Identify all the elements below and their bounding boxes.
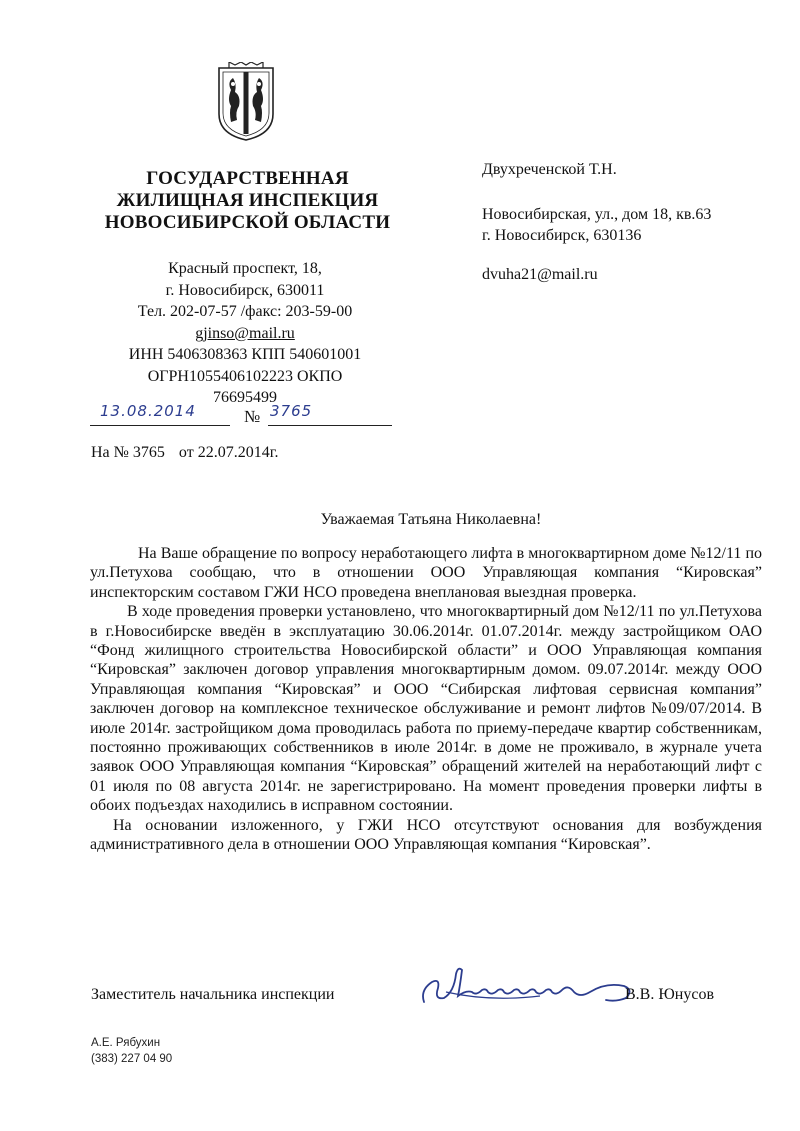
- sender-ogrn-okpo: ОГРН1055406102223 ОКПО: [147, 367, 343, 385]
- sender-city: г. Новосибирск, 630011: [165, 281, 325, 299]
- sender-street: Красный проспект, 18,: [168, 260, 322, 277]
- recipient-name: Двухреченской Т.Н.: [482, 161, 617, 178]
- letter-body: [90, 544, 762, 855]
- registration-date: 13.08.2014: [100, 402, 196, 420]
- recipient-city: г. Новосибирск, 630136: [482, 227, 642, 244]
- registration-number-label: №: [244, 407, 261, 426]
- salutation: Уважаемая Татьяна Николаевна!: [320, 511, 542, 528]
- registration-number: 3765: [270, 402, 313, 420]
- sender-inn-kpp: ИНН 5406308363 КПП 540601001: [128, 346, 362, 363]
- signatory-title: Заместитель начальника инспекции: [91, 986, 335, 1003]
- reference-line: [91, 444, 278, 462]
- recipient-address: [482, 204, 711, 246]
- registration-date-underline: [90, 425, 230, 426]
- signatory-name: В.В. Юнусов: [625, 986, 715, 1003]
- org-line-3: НОВОСИБИРСКОЙ ОБЛАСТИ: [104, 212, 391, 233]
- reference-date: от 22.07.2014г.: [178, 444, 279, 461]
- recipient-email[interactable]: dvuha21@mail.ru: [482, 266, 598, 283]
- registration-number-underline: [268, 425, 392, 426]
- paragraph-2: В ходе проведения проверки установлено, что многоквартирный дом №12/11 по ул.Петухова в г.Новосибирске введён в эксплуатацию 30.06.2014г. 01.07.2014г. между застройщиком ОАО “Фонд жилищного строительства Новосибирской области” и ООО Управляющая компания “Кировская” заключен договор управления многоквартирным домом. 09.07.2014г. между ООО Управляющая компания “Кировская” и ООО “Сибирская лифтовая сервисная компания” заключен договор на комплексное техническое обслуживание и ремонт лифтов №09/07/2014. В июле 2014г. застройщиком дома проводилась работа по приему-передаче квартир собственникам, постоянно проживающих собственников в июле 2014г. в доме не проживало, в журнале учета заявок ООО Управляющая компания “Кировская” обращений жителей на неработающий лифт с 01 июля по 08 августа 2014г. не зарегистрировано. На момент проведения проверки лифты в обоих подъездах находились в исправном состоянии.: [90, 603, 762, 815]
- sender-organization: [95, 168, 400, 234]
- executor-info: [91, 1035, 172, 1067]
- org-line-1: ГОСУДАРСТВЕННАЯ: [146, 168, 349, 189]
- coat-of-arms-icon: [215, 62, 277, 142]
- sender-contacts: [90, 258, 400, 409]
- executor-phone: (383) 227 04 90: [91, 1053, 173, 1065]
- executor-name: А.Е. Рябухин: [91, 1037, 161, 1049]
- paragraph-1: На Ваше обращение по вопросу неработающего лифта в многоквартирном доме №12/11 по ул.Петухова сообщаю, что в отношении ООО Управляющая компания “Кировская” инспекторским составом ГЖИ НСО проведена внеплановая выездная проверка.: [90, 545, 762, 601]
- org-line-2: ЖИЛИЩНАЯ ИНСПЕКЦИЯ: [116, 190, 379, 211]
- reference-number: На № 3765: [91, 444, 165, 461]
- recipient-street: Новосибирская, ул., дом 18, кв.63: [482, 206, 712, 223]
- sender-email-link[interactable]: gjinso@mail.ru: [195, 324, 295, 342]
- handwritten-signature-icon: [410, 962, 660, 1014]
- sender-okpo-number: 76695499: [213, 389, 277, 406]
- paragraph-3: На основании изложенного, у ГЖИ НСО отсутствуют основания для возбуждения административного дела в отношении ООО Управляющая компания “Кировская”.: [90, 816, 762, 854]
- sender-phone-fax: Тел. 202-07-57 /факс: 203-59-00: [137, 303, 353, 320]
